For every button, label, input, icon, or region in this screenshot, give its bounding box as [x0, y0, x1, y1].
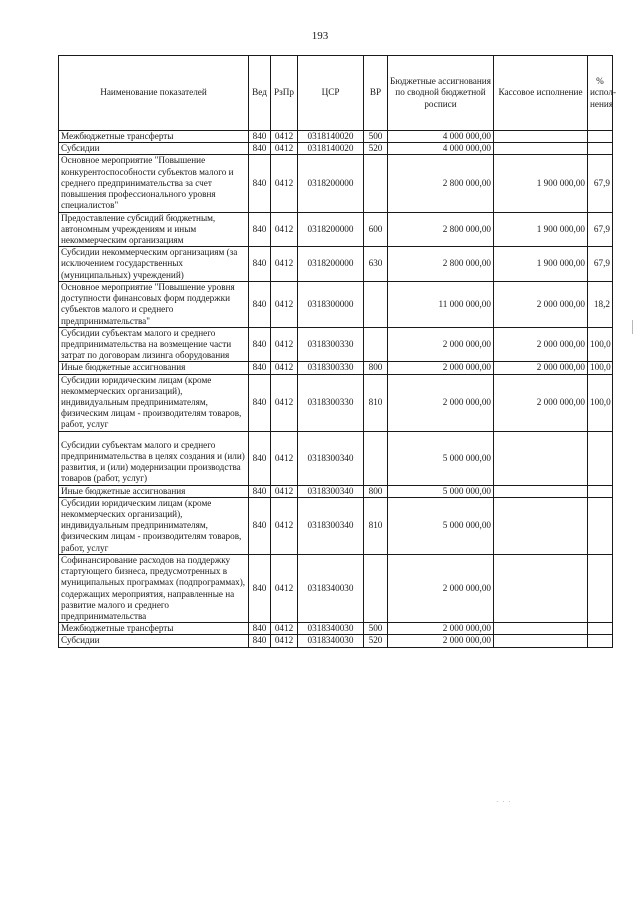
budget-execution-table: [58, 55, 617, 648]
row-pct: 100,0: [588, 362, 613, 374]
row-ved: 840: [249, 143, 271, 155]
row-name: Софинансирование расходов на поддержку стартующего бизнеса, предусмотренных в муниципальных программах (подпрограммах), содержащих мероприятия, направленные на развитие малого и среднего предпринимательства: [59, 554, 249, 622]
row-plan: 5 000 000,00: [388, 431, 494, 485]
row-pct: [588, 635, 613, 647]
table-row: [59, 374, 613, 431]
row-vr: 810: [364, 497, 388, 554]
row-plan: 2 000 000,00: [388, 362, 494, 374]
table-row: [59, 281, 613, 327]
row-exec: 2 000 000,00: [494, 362, 588, 374]
row-plan: 2 000 000,00: [388, 635, 494, 647]
table-row: [59, 431, 613, 485]
row-vr: 630: [364, 247, 388, 282]
row-vr: [364, 155, 388, 212]
row-pct: [588, 554, 613, 622]
table-row: [59, 362, 613, 374]
row-csr: 0318300340: [298, 497, 364, 554]
header-plan: Бюджетные ассигнования по сводной бюджетной росписи: [388, 56, 494, 131]
row-exec: [494, 431, 588, 485]
row-rzpr: 0412: [271, 374, 298, 431]
scan-artifact-mark: · · ·: [496, 798, 512, 806]
row-rzpr: 0412: [271, 623, 298, 635]
row-vr: [364, 554, 388, 622]
row-name: Субсидии субъектам малого и среднего предпринимательства в целях создания и (или) развития, и (или) модернизации производства товаров (работ, услуг): [59, 431, 249, 485]
row-pct: 67,9: [588, 155, 613, 212]
row-plan: 2 000 000,00: [388, 554, 494, 622]
row-vr: 520: [364, 143, 388, 155]
row-name: Субсидии юридическим лицам (кроме некоммерческих организаций), индивидуальным предпринимателям, физическим лицам - производителям товаров, работ, услуг: [59, 497, 249, 554]
row-rzpr: 0412: [271, 635, 298, 647]
row-rzpr: 0412: [271, 281, 298, 327]
row-csr: 0318200000: [298, 212, 364, 247]
row-exec: 2 000 000,00: [494, 374, 588, 431]
table-row: [59, 485, 613, 497]
row-vr: 810: [364, 374, 388, 431]
row-ved: 840: [249, 247, 271, 282]
row-csr: 0318340030: [298, 554, 364, 622]
row-name: Иные бюджетные ассигнования: [59, 485, 249, 497]
row-plan: 4 000 000,00: [388, 131, 494, 143]
row-rzpr: 0412: [271, 155, 298, 212]
row-exec: [494, 635, 588, 647]
row-pct: [588, 143, 613, 155]
row-plan: 2 800 000,00: [388, 247, 494, 282]
table-row: [59, 497, 613, 554]
row-rzpr: 0412: [271, 143, 298, 155]
header-name: Наименование показателей: [59, 56, 249, 131]
row-plan: 5 000 000,00: [388, 485, 494, 497]
row-exec: [494, 623, 588, 635]
row-name: Основное мероприятие "Повышение уровня доступности финансовых форм поддержки субъектов малого и среднего предпринимательства": [59, 281, 249, 327]
row-rzpr: 0412: [271, 497, 298, 554]
row-exec: 1 900 000,00: [494, 247, 588, 282]
row-exec: 1 900 000,00: [494, 155, 588, 212]
table-row: [59, 635, 613, 647]
header-exec: Кассовое исполнение: [494, 56, 588, 131]
row-name: Основное мероприятие "Повышение конкурентоспособности субъектов малого и среднего предпринимательства за счет повышения профессионального уровня специалистов": [59, 155, 249, 212]
row-name: Субсидии: [59, 143, 249, 155]
row-csr: 0318300340: [298, 431, 364, 485]
header-vr: ВР: [364, 56, 388, 131]
row-pct: 18,2: [588, 281, 613, 327]
row-csr: 0318200000: [298, 155, 364, 212]
row-name: Межбюджетные трансферты: [59, 623, 249, 635]
row-ved: 840: [249, 485, 271, 497]
row-pct: 100,0: [588, 327, 613, 362]
row-ved: 840: [249, 131, 271, 143]
scan-edge-mark: [632, 320, 633, 334]
row-name: Субсидии некоммерческим организациям (за исключением государственных (муниципальных) учреждений): [59, 247, 249, 282]
row-csr: 0318300330: [298, 327, 364, 362]
row-rzpr: 0412: [271, 131, 298, 143]
row-plan: 2 800 000,00: [388, 212, 494, 247]
row-vr: 800: [364, 362, 388, 374]
row-name: Предоставление субсидий бюджетным, автономным учреждениям и иным некоммерческим организациям: [59, 212, 249, 247]
row-pct: 67,9: [588, 247, 613, 282]
table-row: [59, 212, 613, 247]
row-name: Субсидии: [59, 635, 249, 647]
row-ved: 840: [249, 554, 271, 622]
row-csr: 0318340030: [298, 635, 364, 647]
row-ved: 840: [249, 362, 271, 374]
row-vr: [364, 327, 388, 362]
header-ved: Вед: [249, 56, 271, 131]
row-vr: 600: [364, 212, 388, 247]
row-name: Субсидии юридическим лицам (кроме некоммерческих организаций), индивидуальным предпринимателям, физическим лицам - производителям товаров, работ, услуг: [59, 374, 249, 431]
table-row: [59, 143, 613, 155]
row-pct: [588, 497, 613, 554]
row-exec: 1 900 000,00: [494, 212, 588, 247]
row-rzpr: 0412: [271, 431, 298, 485]
table-row: [59, 623, 613, 635]
row-exec: 2 000 000,00: [494, 281, 588, 327]
row-vr: 500: [364, 131, 388, 143]
row-exec: [494, 485, 588, 497]
row-csr: 0318300340: [298, 485, 364, 497]
row-ved: 840: [249, 327, 271, 362]
table-row: [59, 155, 613, 212]
row-vr: [364, 431, 388, 485]
row-plan: 11 000 000,00: [388, 281, 494, 327]
row-rzpr: 0412: [271, 212, 298, 247]
table-row: [59, 131, 613, 143]
row-exec: 2 000 000,00: [494, 327, 588, 362]
row-ved: 840: [249, 497, 271, 554]
row-vr: [364, 281, 388, 327]
row-vr: 500: [364, 623, 388, 635]
row-rzpr: 0412: [271, 554, 298, 622]
row-ved: 840: [249, 281, 271, 327]
row-pct: [588, 485, 613, 497]
row-name: Субсидии субъектам малого и среднего предпринимательства на возмещение части затрат по договорам лизинга оборудования: [59, 327, 249, 362]
row-exec: [494, 497, 588, 554]
header-csr: ЦСР: [298, 56, 364, 131]
header-rzpr: РзПр: [271, 56, 298, 131]
header-row: [59, 56, 613, 131]
row-exec: [494, 554, 588, 622]
header-pct: % испол-нения: [588, 56, 613, 131]
row-csr: 0318300000: [298, 281, 364, 327]
row-pct: 67,9: [588, 212, 613, 247]
row-ved: 840: [249, 635, 271, 647]
row-rzpr: 0412: [271, 362, 298, 374]
row-csr: 0318200000: [298, 247, 364, 282]
row-pct: [588, 623, 613, 635]
row-plan: 2 800 000,00: [388, 155, 494, 212]
row-ved: 840: [249, 374, 271, 431]
row-vr: 800: [364, 485, 388, 497]
row-plan: 2 000 000,00: [388, 623, 494, 635]
row-pct: [588, 431, 613, 485]
row-pct: [588, 131, 613, 143]
row-ved: 840: [249, 431, 271, 485]
row-exec: [494, 131, 588, 143]
row-ved: 840: [249, 212, 271, 247]
row-exec: [494, 143, 588, 155]
table-row: [59, 327, 613, 362]
row-ved: 840: [249, 623, 271, 635]
row-rzpr: 0412: [271, 485, 298, 497]
row-name: Межбюджетные трансферты: [59, 131, 249, 143]
row-pct: 100,0: [588, 374, 613, 431]
row-csr: 0318300330: [298, 362, 364, 374]
row-csr: 0318300330: [298, 374, 364, 431]
row-vr: 520: [364, 635, 388, 647]
table-row: [59, 247, 613, 282]
page-number: 193: [311, 30, 329, 42]
row-ved: 840: [249, 155, 271, 212]
row-name: Иные бюджетные ассигнования: [59, 362, 249, 374]
row-csr: 0318140020: [298, 131, 364, 143]
row-rzpr: 0412: [271, 247, 298, 282]
row-rzpr: 0412: [271, 327, 298, 362]
row-csr: 0318340030: [298, 623, 364, 635]
row-plan: 4 000 000,00: [388, 143, 494, 155]
row-plan: 2 000 000,00: [388, 327, 494, 362]
row-plan: 2 000 000,00: [388, 374, 494, 431]
table-row: [59, 554, 613, 622]
row-csr: 0318140020: [298, 143, 364, 155]
row-plan: 5 000 000,00: [388, 497, 494, 554]
